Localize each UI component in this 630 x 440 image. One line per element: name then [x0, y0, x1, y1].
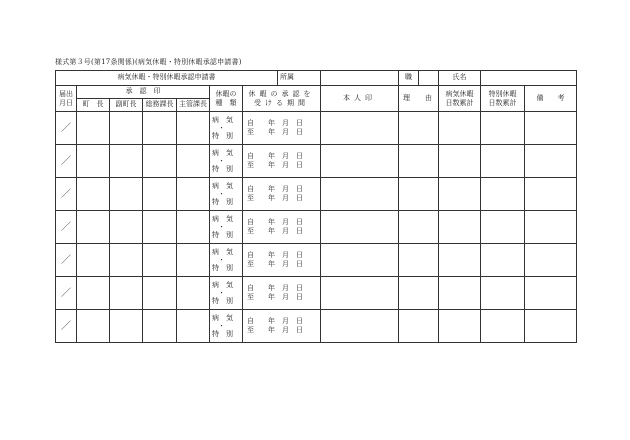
col-department-chief: 主管課長: [177, 99, 210, 112]
col-general-affairs-chief: 総務課長: [143, 99, 177, 112]
department-chief-seal-cell[interactable]: [177, 112, 210, 145]
reason-cell[interactable]: [399, 244, 439, 277]
col-reason: 理 由: [399, 86, 439, 112]
col-special-leave-total: 特別休暇 日数累計: [481, 86, 525, 112]
personal-seal-cell[interactable]: [321, 310, 399, 343]
form-rows: [56, 112, 577, 343]
period-cell[interactable]: 自 年 月 日 至 年 月 日: [243, 310, 321, 343]
leave-type-cell[interactable]: 病 気 ・ 特 別: [210, 145, 243, 178]
reason-cell[interactable]: [399, 112, 439, 145]
table-row: [56, 211, 577, 244]
mayor-seal-cell[interactable]: [77, 112, 110, 145]
col-sick-leave-total: 病気休暇 日数累計: [439, 86, 481, 112]
date-cell[interactable]: ／: [56, 112, 77, 145]
leave-request-form-table: [55, 70, 577, 343]
mayor-seal-cell[interactable]: [77, 277, 110, 310]
name-field[interactable]: [481, 71, 577, 86]
remarks-cell[interactable]: [525, 211, 577, 244]
column-header-row-1: [56, 86, 577, 99]
sick-leave-total-cell[interactable]: [439, 277, 481, 310]
special-leave-total-cell[interactable]: [481, 277, 525, 310]
col-approval-period: 休暇の承認を 受ける期間: [243, 86, 321, 112]
personal-seal-cell[interactable]: [321, 244, 399, 277]
leave-type-cell[interactable]: 病 気 ・ 特 別: [210, 310, 243, 343]
table-row: [56, 277, 577, 310]
sick-leave-total-cell[interactable]: [439, 145, 481, 178]
col-remarks: 備 考: [525, 86, 577, 112]
department-chief-seal-cell[interactable]: [177, 277, 210, 310]
reason-cell[interactable]: [399, 211, 439, 244]
leave-type-cell[interactable]: 病 気 ・ 特 別: [210, 244, 243, 277]
deputy-mayor-seal-cell[interactable]: [110, 211, 143, 244]
table-row: [56, 244, 577, 277]
deputy-mayor-seal-cell[interactable]: [110, 310, 143, 343]
col-notification-date: 届出 月日: [56, 86, 77, 112]
remarks-cell[interactable]: [525, 277, 577, 310]
reason-cell[interactable]: [399, 310, 439, 343]
remarks-cell[interactable]: [525, 145, 577, 178]
department-chief-seal-cell[interactable]: [177, 145, 210, 178]
personal-seal-cell[interactable]: [321, 178, 399, 211]
name-label: 氏名: [439, 71, 481, 86]
leave-type-cell[interactable]: 病 気 ・ 特 別: [210, 178, 243, 211]
table-row: [56, 178, 577, 211]
general-affairs-seal-cell[interactable]: [143, 310, 177, 343]
department-chief-seal-cell[interactable]: [177, 211, 210, 244]
department-chief-seal-cell[interactable]: [177, 310, 210, 343]
date-cell[interactable]: ／: [56, 145, 77, 178]
general-affairs-seal-cell[interactable]: [143, 178, 177, 211]
deputy-mayor-seal-cell[interactable]: [110, 112, 143, 145]
form-number-caption: 様式第３号(第17条関係)(病気休暇・特別休暇承認申請書): [55, 58, 242, 66]
post-field[interactable]: [419, 71, 439, 86]
sick-leave-total-cell[interactable]: [439, 244, 481, 277]
period-cell[interactable]: 自 年 月 日 至 年 月 日: [243, 145, 321, 178]
post-label: 職: [399, 71, 419, 86]
date-cell[interactable]: ／: [56, 178, 77, 211]
sick-leave-total-cell[interactable]: [439, 178, 481, 211]
col-deputy-mayor: 副町長: [110, 99, 143, 112]
sick-leave-total-cell[interactable]: [439, 310, 481, 343]
remarks-cell[interactable]: [525, 112, 577, 145]
period-cell[interactable]: 自 年 月 日 至 年 月 日: [243, 277, 321, 310]
deputy-mayor-seal-cell[interactable]: [110, 178, 143, 211]
department-chief-seal-cell[interactable]: [177, 244, 210, 277]
col-leave-type: 休暇の 種 類: [210, 86, 243, 112]
mayor-seal-cell[interactable]: [77, 244, 110, 277]
remarks-cell[interactable]: [525, 310, 577, 343]
special-leave-total-cell[interactable]: [481, 310, 525, 343]
mayor-seal-cell[interactable]: [77, 310, 110, 343]
table-row: [56, 145, 577, 178]
mayor-seal-cell[interactable]: [77, 145, 110, 178]
col-personal-seal: 本人印: [321, 86, 399, 112]
period-cell[interactable]: 自 年 月 日 至 年 月 日: [243, 178, 321, 211]
reason-cell[interactable]: [399, 145, 439, 178]
affiliation-label: 所属: [278, 71, 321, 86]
mayor-seal-cell[interactable]: [77, 178, 110, 211]
sick-leave-total-cell[interactable]: [439, 112, 481, 145]
period-cell[interactable]: 自 年 月 日 至 年 月 日: [243, 112, 321, 145]
general-affairs-seal-cell[interactable]: [143, 277, 177, 310]
leave-type-cell[interactable]: 病 気 ・ 特 別: [210, 211, 243, 244]
special-leave-total-cell[interactable]: [481, 211, 525, 244]
date-cell[interactable]: ／: [56, 244, 77, 277]
affiliation-field[interactable]: [321, 71, 399, 86]
period-cell[interactable]: 自 年 月 日 至 年 月 日: [243, 211, 321, 244]
sick-leave-total-cell[interactable]: [439, 211, 481, 244]
general-affairs-seal-cell[interactable]: [143, 145, 177, 178]
date-cell[interactable]: ／: [56, 211, 77, 244]
leave-type-cell[interactable]: 病 気 ・ 特 別: [210, 277, 243, 310]
leave-type-cell[interactable]: 病 気 ・ 特 別: [210, 112, 243, 145]
date-cell[interactable]: ／: [56, 310, 77, 343]
personal-seal-cell[interactable]: [321, 112, 399, 145]
special-leave-total-cell[interactable]: [481, 244, 525, 277]
personal-seal-cell[interactable]: [321, 145, 399, 178]
date-cell[interactable]: ／: [56, 277, 77, 310]
general-affairs-seal-cell[interactable]: [143, 211, 177, 244]
general-affairs-seal-cell[interactable]: [143, 112, 177, 145]
special-leave-total-cell[interactable]: [481, 145, 525, 178]
col-approval-seal: 承 認 印: [77, 86, 210, 99]
general-affairs-seal-cell[interactable]: [143, 244, 177, 277]
table-row: [56, 112, 577, 145]
table-row: [56, 310, 577, 343]
form-header-row: [56, 71, 577, 86]
deputy-mayor-seal-cell[interactable]: [110, 244, 143, 277]
personal-seal-cell[interactable]: [321, 277, 399, 310]
form-title: 病気休暇・特別休暇承認申請書: [56, 71, 278, 86]
remarks-cell[interactable]: [525, 178, 577, 211]
remarks-cell[interactable]: [525, 244, 577, 277]
period-cell[interactable]: 自 年 月 日 至 年 月 日: [243, 244, 321, 277]
reason-cell[interactable]: [399, 277, 439, 310]
deputy-mayor-seal-cell[interactable]: [110, 145, 143, 178]
col-mayor: 町 長: [77, 99, 110, 112]
personal-seal-cell[interactable]: [321, 211, 399, 244]
department-chief-seal-cell[interactable]: [177, 178, 210, 211]
reason-cell[interactable]: [399, 178, 439, 211]
special-leave-total-cell[interactable]: [481, 112, 525, 145]
deputy-mayor-seal-cell[interactable]: [110, 277, 143, 310]
special-leave-total-cell[interactable]: [481, 178, 525, 211]
mayor-seal-cell[interactable]: [77, 211, 110, 244]
